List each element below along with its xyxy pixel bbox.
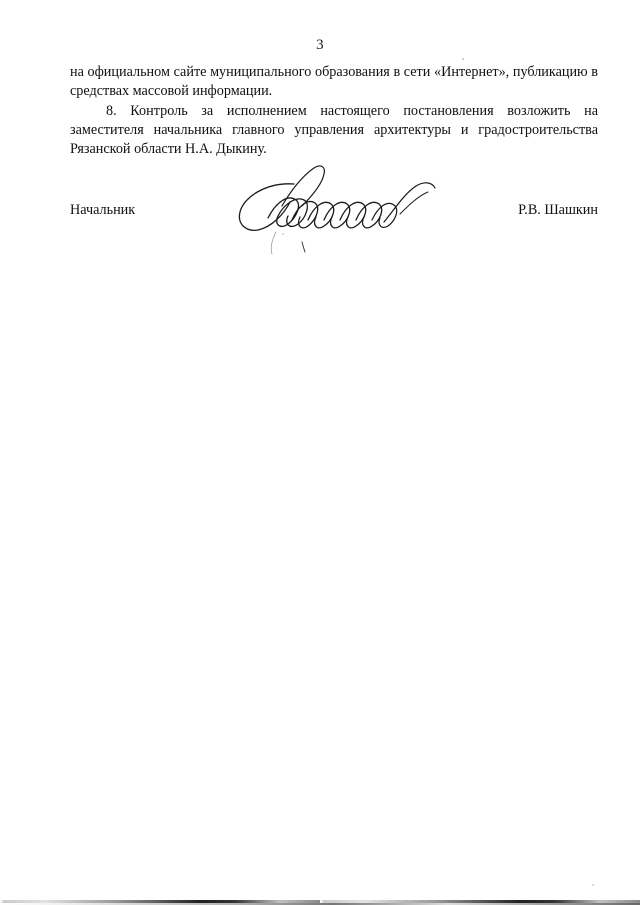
signatory-name: Р.В. Шашкин xyxy=(518,202,598,218)
scan-speck xyxy=(282,233,284,235)
paragraph-continuation: на официальном сайте муниципального образования в сети «Интернет», публикацию в средствах массовой информации. xyxy=(70,64,598,100)
scan-speck xyxy=(462,58,464,60)
paragraph-item-8: 8. Контроль за исполнением настоящего постановления возложить на заместителя начальника главного управления архитектуры и градостроительства Рязанской области Н.А. Дыкину. xyxy=(70,102,598,158)
page-number: 3 xyxy=(316,37,324,53)
document-body xyxy=(70,63,598,159)
signatory-title: Начальник xyxy=(70,202,136,218)
scan-speck xyxy=(592,884,594,886)
signature-row xyxy=(70,200,598,224)
